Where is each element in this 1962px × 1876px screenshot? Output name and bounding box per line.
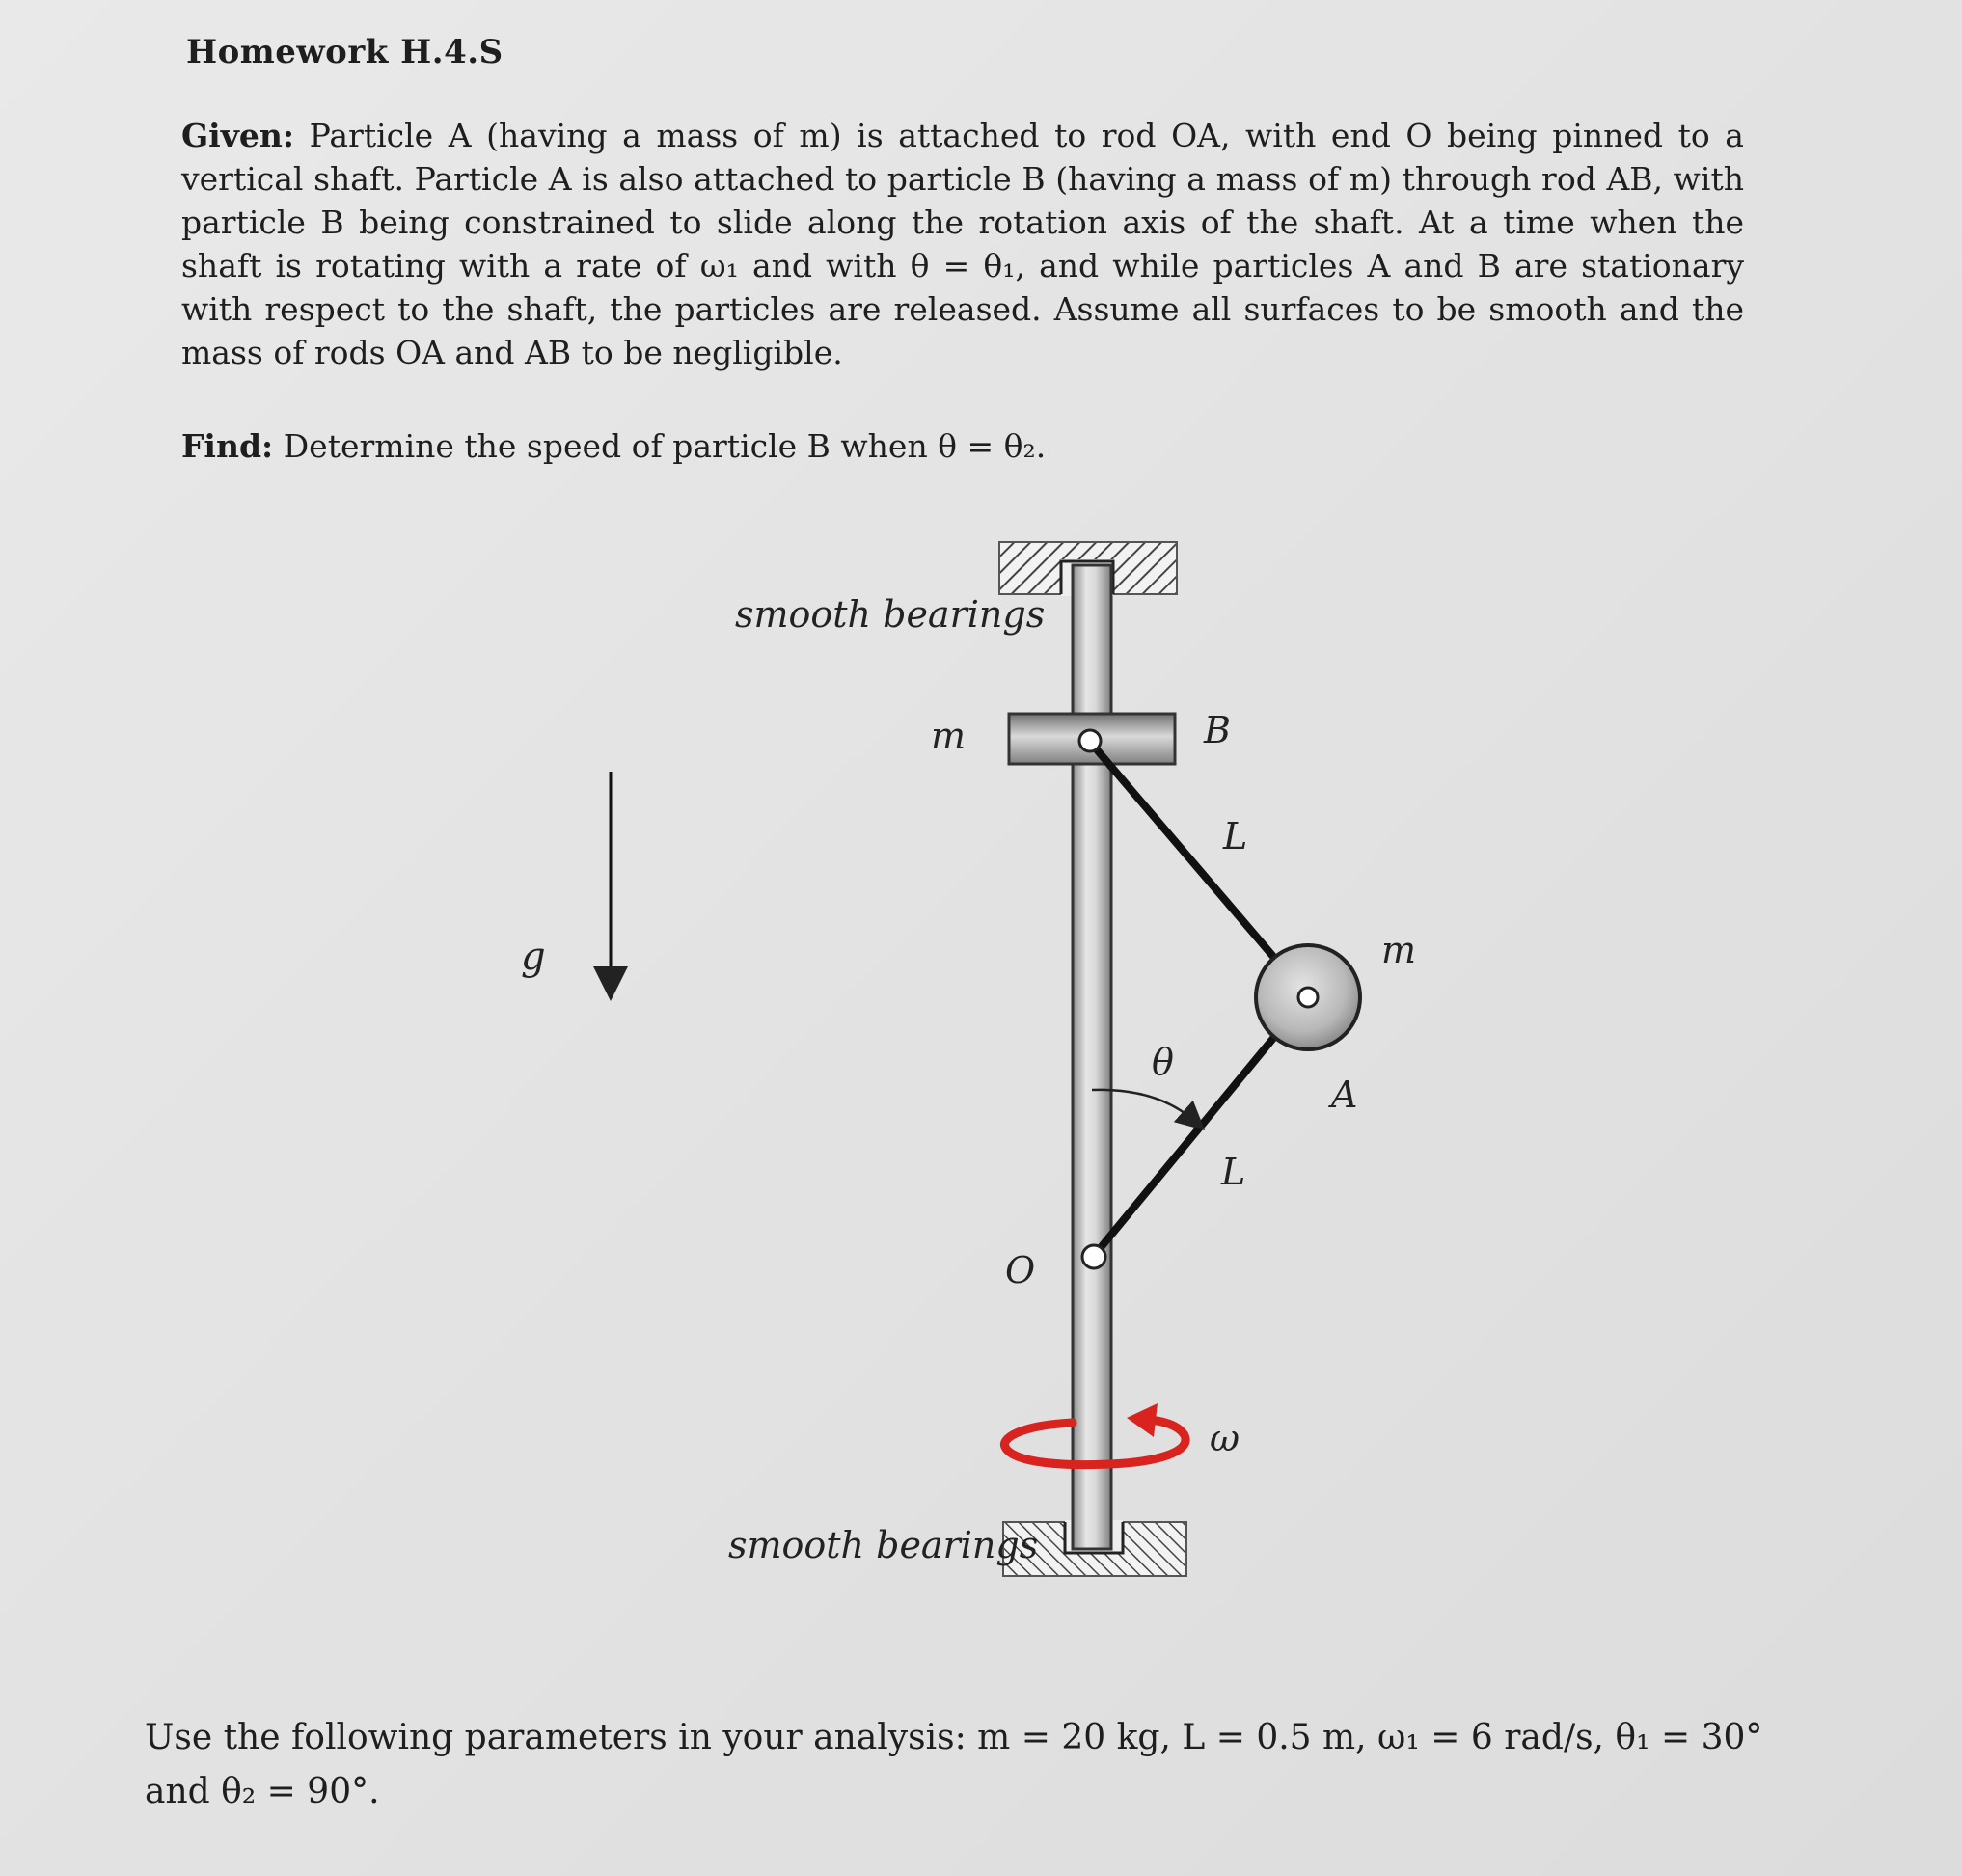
pin-b: [1079, 730, 1101, 751]
rod-oa: [1094, 1003, 1302, 1256]
homework-title: Homework H.4.S: [186, 33, 504, 71]
mass-b-label: m: [931, 715, 967, 757]
find-text: Determine the speed of particle B when θ = θ₂.: [283, 427, 1047, 465]
label-b: B: [1204, 709, 1231, 751]
label-o: O: [1005, 1249, 1036, 1291]
label-a: A: [1331, 1074, 1358, 1116]
pin-a: [1298, 988, 1318, 1007]
label-l-lower: L: [1221, 1151, 1246, 1193]
given-text: Particle A (having a mass of m) is attached to rod OA, with end O being pinned to a vertical shaft. Particle A is also attached to particle B (having a mass of m) through rod AB, with particle B being constrained to slide along the rotation axis of the shaft. At a time when the shaft is rotating with a rate of ω₁ and with θ = θ₁, and while particles A and B are stationary with respect to the shaft, the particles are released. Assume all surfaces to be smooth and the mass of rods OA and AB to be negligible.: [181, 117, 1744, 371]
bearings-bottom-label: smooth bearings: [728, 1524, 1039, 1566]
bearings-top-label: smooth bearings: [735, 593, 1046, 636]
parameters-paragraph: Use the following parameters in your analysis: m = 20 kg, L = 0.5 m, ω₁ = 6 rad/s, θ₁ = 30° and θ₂ = 90°.: [145, 1718, 1763, 1811]
label-l-upper: L: [1223, 815, 1248, 857]
label-theta: θ: [1152, 1041, 1174, 1083]
given-label: Given:: [181, 117, 295, 154]
pin-o: [1082, 1245, 1105, 1268]
find-label: Find:: [181, 427, 274, 465]
label-omega: ω: [1210, 1417, 1240, 1459]
label-g: g: [521, 935, 546, 979]
mass-a-label: m: [1381, 929, 1417, 971]
